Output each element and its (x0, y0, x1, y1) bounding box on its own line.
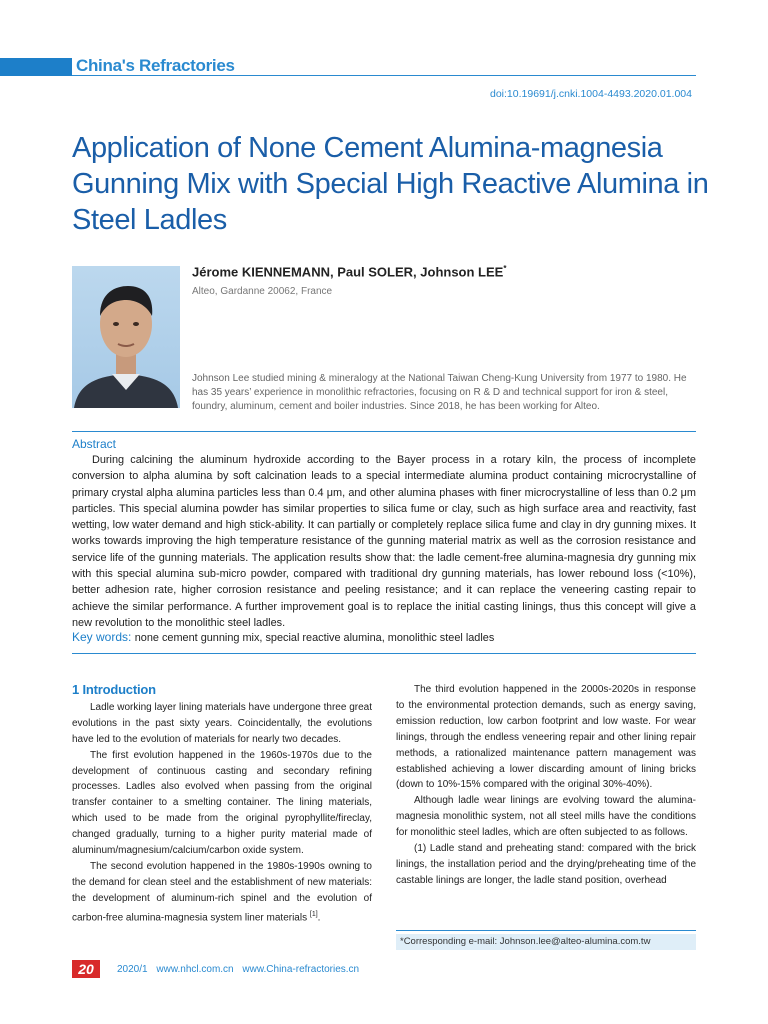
corresponding-mark: * (503, 264, 507, 273)
abstract-text: During calcining the aluminum hydroxide according to the Bayer process in a rotary kiln, the process of incomplete conversion to alpha alumina by soft calcination leads to a special intermediate alumina product containing microcrystalline of primary crystal alpha alumina particles less than 0.4 μm, and other alumina phases with finer microcrystalline of less than 0.2 μm particles. This special alumina powder has similar properties to silica fume or clay, such as high surface area and reactivity, fast wetting, low water demand and high stick-ability. It can partially or completely replace silica fume and clay in dry gunning mixes. It works towards improving the high temperature resistance of the gunning material matrix as well as the corrosion resistance and service life of the gunning materials. The application results show that: the ladle cement-free alumina-magnesia dry gunning mix with this special alumina sub-micro powder, compared with traditional dry gunning materials, has lower rebound loss (<10%), better adhesion rate, higher corrosion resistance and peeling resistance; and it can replace the veneering casting repair to achieve the similar performance. A further improvement goal is to replace the initial casting linings, thus this concept will give a new revolution to the monolithic steel ladles. (72, 454, 696, 629)
body-paragraph: (1) Ladle stand and preheating stand: compared with the brick linings, the installation period and the drying/preheating time of the castable linings are longer, the ladle stand position, overhead (396, 843, 696, 886)
body-column-right (396, 682, 696, 889)
keywords (72, 630, 494, 644)
author-bio: Johnson Lee studied mining & mineralogy at the National Taiwan Cheng-Kung University from 1977 to 1980. He has 35 years’ experience in monolithic refractories, focusing on R & D and technical support for iron & steel, foundry, aluminum, cement and boiler industries. Since 2018, he has been working for Alteo. (192, 373, 687, 412)
body-paragraph (72, 859, 372, 926)
corresponding-email-footnote[interactable]: *Corresponding e-mail: Johnson.lee@alteo-alumina.com.tw (396, 934, 696, 950)
body-column-left (72, 682, 372, 926)
issue-number: 2020/1 (117, 964, 148, 975)
portrait-image (72, 266, 180, 408)
journal-color-bar (0, 58, 72, 76)
footer-link-nhcl[interactable]: www.nhcl.com.cn (156, 964, 234, 975)
keywords-label: Key words: (72, 630, 132, 644)
abstract-bottom-rule (72, 653, 696, 654)
abstract-label: Abstract (72, 437, 117, 451)
page-number-badge: 20 (72, 960, 100, 978)
section-heading: 1 Introduction (72, 682, 156, 697)
footer-info (117, 964, 359, 975)
affiliation: Alteo, Gardanne 20062, France (192, 286, 333, 297)
footnote-rule (396, 930, 696, 931)
body-paragraph: Although ladle wear linings are evolving toward the alumina-magnesia monolithic system, not all steel mills have the conditions for monolithic steel ladles, which are often subjected to as follows. (396, 795, 696, 839)
author-names: Jérome KIENNEMANN, Paul SOLER, Johnson LEE (192, 264, 504, 280)
abstract-top-rule (72, 431, 696, 432)
doi-link[interactable]: doi:10.19691/j.cnki.1004-4493.2020.01.004 (489, 88, 692, 100)
sentence-end: . (317, 912, 321, 924)
author-list (192, 264, 506, 279)
keywords-value: none cement gunning mix, special reactive alumina, monolithic steel ladles (134, 632, 495, 644)
body-paragraph: The third evolution happened in the 2000s-2020s in response to the environmental protection demands, such as energy saving, emission reduction, low carbon footprint and low waste. For wear linings, through the endless veneering repair and other lining repair methods, a rationalized maintenance pattern management was established achieving a lower discarding amount of lining bricks (down to 10%-15% compared with the original 30%-40%). (396, 684, 696, 791)
body-paragraph: Ladle working layer lining materials have undergone three great evolutions in the past sixty years. Coincidentally, the evolutions have led to the evolution of materials for nearly two decades. (72, 701, 372, 745)
author-photo (72, 266, 180, 408)
citation-ref[interactable]: [1] (309, 910, 318, 918)
footer-link-china-refractories[interactable]: www.China-refractories.cn (242, 964, 360, 975)
paper-title: Application of None Cement Alumina-magnesia Gunning Mix with Special High Reactive Alumina in Steel Ladles (72, 132, 709, 236)
journal-name: China's Refractories (76, 56, 235, 75)
body-paragraph: The first evolution happened in the 1960s-1970s due to the development of continuous casting and secondary refining processes. Ladles also evolved when passing from the original transfer container to a smelting container. The lining materials, which used to be made from the original pyrophyllite/fireclay, changed gradually, turning to a higher purity material made of aluminum/magnesium/calcium/carbon oxide system. (72, 749, 372, 857)
body-paragraph-text: The second evolution happened in the 1980s-1990s owning to the demand for clean steel and the establishment of new materials: the development of aluminum-rich spinel and the evolution of carbon-free alumina-magnesia system liner materials (72, 860, 372, 924)
